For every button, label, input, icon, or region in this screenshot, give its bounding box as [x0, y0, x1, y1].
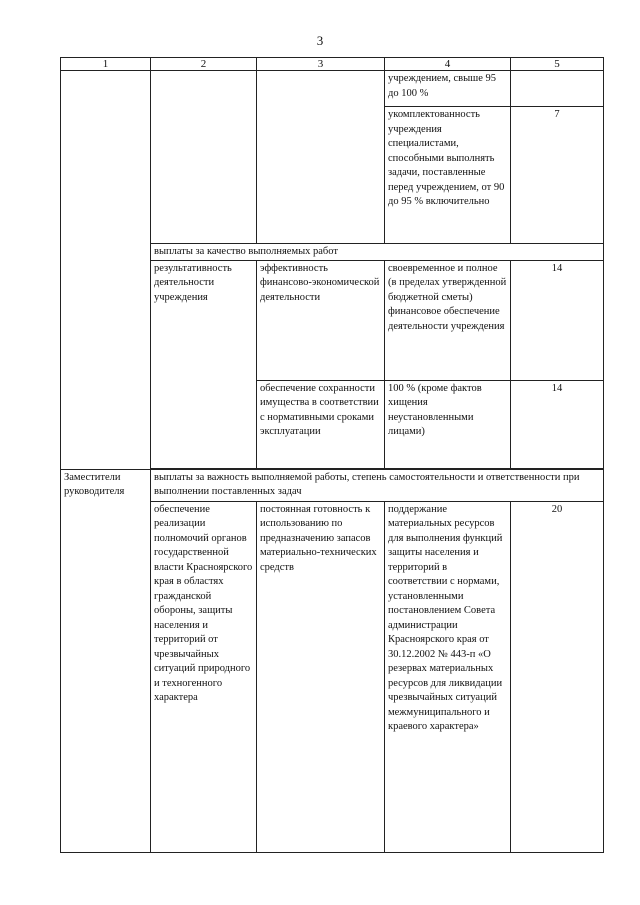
points-cell: 14: [511, 260, 604, 380]
quality-payments-header: выплаты за качество выполняемых работ: [151, 244, 604, 261]
payments-table: [60, 57, 604, 853]
position-cell-empty: [61, 71, 151, 470]
column-header-1: 1: [61, 58, 151, 71]
criterion-cell: результативность деятельности учреждения: [151, 260, 257, 468]
condition-cell: укомплектованность учреждения специалистами, способными выполнять задачи, поставленные перед учреждением, от 90 до 95 % включительно: [385, 107, 511, 244]
points-cell: 7: [511, 107, 604, 244]
importance-payments-header: выплаты за важность выполняемой работы, степень самостоятельности и ответственности при выполнении поставленных задач: [151, 469, 604, 501]
section-header-row: [61, 469, 604, 501]
column-header-5: 5: [511, 58, 604, 71]
position-cell: Заместители руководителя: [61, 469, 151, 852]
indicator-cell: обеспечение сохранности имущества в соответствии с нормативными сроками эксплуатации: [257, 380, 385, 468]
column-header-4: 4: [385, 58, 511, 71]
table-row: [61, 71, 604, 107]
points-cell-empty: [511, 71, 604, 107]
column-header-3: 3: [257, 58, 385, 71]
criterion-cell: обеспечение реализации полномочий органов государственной власти Красноярского края в областях гражданской обороны, защиты населения и территорий от чрезвычайных ситуаций природного и техногенного характера: [151, 501, 257, 852]
points-cell: 20: [511, 501, 604, 852]
condition-cell: учреждением, свыше 95 до 100 %: [385, 71, 511, 107]
condition-cell: 100 % (кроме фактов хищения неустановленными лицами): [385, 380, 511, 468]
indicator-cell: постоянная готовность к использованию по предназначению запасов материально-технических средств: [257, 501, 385, 852]
column-header-2: 2: [151, 58, 257, 71]
points-cell: 14: [511, 380, 604, 468]
column-number-row: [61, 58, 604, 71]
page-number: 3: [316, 33, 324, 48]
indicator-cell: эффективность финансово-экономической деятельности: [257, 260, 385, 380]
indicator-cell-empty: [257, 71, 385, 244]
condition-cell: своевременное и полное (в пределах утвержденной бюджетной сметы) финансовое обеспечение деятельности учреждения: [385, 260, 511, 380]
criterion-cell-empty: [151, 71, 257, 244]
condition-cell: поддержание материальных ресурсов для выполнения функций защиты населения и территорий в соответствии с нормами, установленными постановлением Совета администрации Красноярского края от 30.12.2002 № 443-п «О резервах материальных ресурсов для ликвидации чрезвычайных ситуаций межмуниципального и краевого характера»: [385, 501, 511, 852]
